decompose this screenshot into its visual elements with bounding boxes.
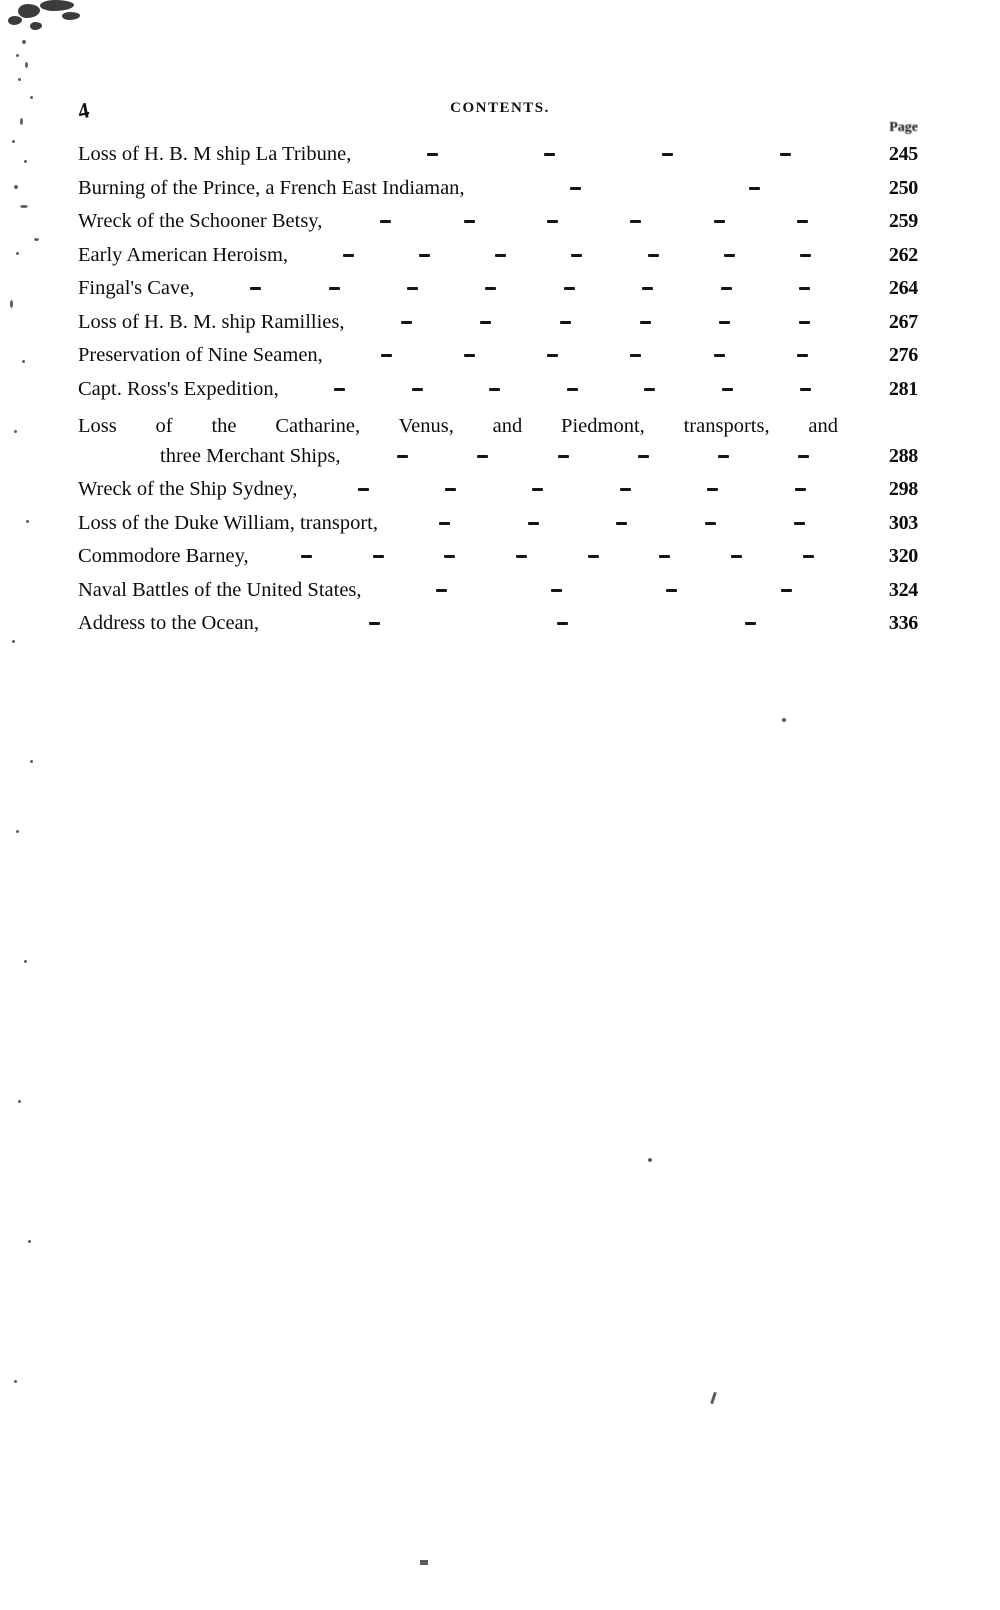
leader-dots [288,243,862,277]
leader-dots [345,310,862,344]
toc-entry-page-number: 250 [888,176,918,199]
toc-entry-page-number: 298 [888,478,918,501]
page-column-header: Page [889,120,918,135]
leader-dots [194,276,862,310]
toc-entry-title: Commodore Barney, [78,545,249,568]
leader-dots [322,209,862,243]
toc-entry-title: Capt. Ross's Expedition, [78,377,279,400]
scan-speck [782,718,786,722]
toc-entry-title: Wreck of the Ship Sydney, [78,478,298,501]
leader-dots [465,176,862,210]
toc-entry-title: Burning of the Prince, a French East Indiaman, [78,176,465,199]
toc-entry[interactable] [78,544,918,578]
toc-entry[interactable] [78,209,918,243]
toc-entry-title: Loss of H. B. M. ship Ramillies, [78,310,345,333]
toc-entry-page-number: 288 [888,444,918,467]
toc-entry-page-number: 259 [888,210,918,233]
toc-entry-title: Wreck of the Schooner Betsy, [78,210,323,233]
toc-entry[interactable] [78,310,918,344]
toc-entry-page-number: 320 [888,545,918,568]
toc-entry-page-number: 303 [888,511,918,534]
scan-speck [420,1560,428,1565]
toc-entry-title: Loss of the Catharine, Venus, and Piedmont, transports, and [78,415,838,437]
leader-dots [340,444,862,478]
toc-entry[interactable] [78,477,918,511]
toc-entry[interactable] [78,578,918,612]
toc-entry-title: Naval Battles of the United States, [78,578,362,601]
toc-entry-title-continuation: three Merchant Ships, [160,444,341,467]
toc-entry[interactable] [78,343,918,377]
toc-entry-page-number: 336 [888,612,918,635]
toc-entry-page-number: 245 [888,143,918,166]
toc-entry-title: Loss of the Duke William, transport, [78,511,378,534]
leader-dots [351,142,862,176]
leader-dots [279,377,862,411]
toc-entry-page-number: 262 [888,243,918,266]
toc-entry-title: Loss of H. B. M ship La Tribune, [78,143,352,166]
scan-speck [648,1158,652,1162]
toc-entry[interactable] [78,176,918,210]
toc-entry[interactable] [78,276,918,310]
leader-dots [297,477,862,511]
toc-entry-page-number: 267 [888,310,918,333]
toc-entry-title: Address to the Ocean, [78,612,260,635]
toc-entry-page-number: 324 [888,578,918,601]
page-header [0,97,1000,135]
folio-mark: 4 [75,97,92,124]
leader-dots [378,511,862,545]
toc-entry-title: Preservation of Nine Seamen, [78,344,323,367]
toc-entry-title: Fingal's Cave, [78,277,195,300]
scan-speck [710,1392,717,1404]
toc-entry[interactable] [78,377,918,411]
leader-dots [362,578,862,612]
leader-dots [249,544,862,578]
toc-entry-page-number: 281 [888,377,918,400]
toc-entry[interactable] [78,410,918,477]
toc-entry[interactable] [78,142,918,176]
leader-dots [323,343,862,377]
toc-entry-page-number: 264 [888,277,918,300]
table-of-contents [78,142,918,645]
toc-entry-page-number: 276 [888,344,918,367]
toc-entry[interactable] [78,243,918,277]
leader-dots [259,611,862,645]
toc-entry-title: Early American Heroism, [78,243,289,266]
toc-entry[interactable] [78,611,918,645]
running-head: CONTENTS. [450,100,550,116]
toc-entry[interactable] [78,511,918,545]
